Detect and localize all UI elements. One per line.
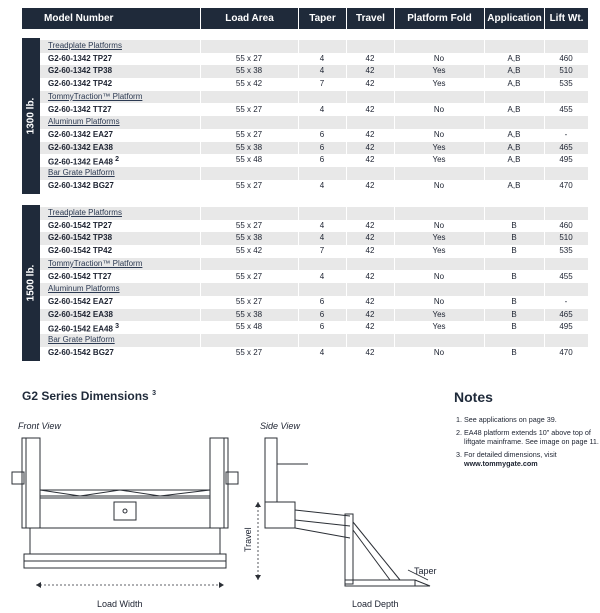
application-cell: [484, 309, 544, 322]
capacity-label: 1300 lb.: [25, 97, 37, 135]
load-area-cell: [200, 154, 298, 167]
application-cell: [484, 347, 544, 360]
table-row: [40, 245, 588, 258]
model-number-cell: [40, 129, 200, 142]
cell-text: A,B: [507, 79, 521, 89]
cell-text: G2-60-1542 TT27: [48, 271, 112, 281]
cell-text: 510: [559, 233, 573, 243]
travel-cell: [346, 232, 394, 245]
table-row: [40, 296, 588, 309]
table-row: [40, 78, 588, 91]
model-number-cell: [40, 232, 200, 245]
category-label: Aluminum Platforms: [48, 284, 120, 294]
cell-text: 7: [319, 246, 325, 256]
lift-weight-cell: [544, 142, 588, 155]
category-row: [40, 40, 588, 53]
table-row: [40, 347, 588, 360]
cell-text: No: [433, 347, 445, 357]
category-row: [40, 91, 588, 104]
header-lift-weight: Lift Wt.: [544, 8, 588, 29]
taper-cell: [298, 78, 346, 91]
cell-text: 4: [319, 220, 325, 230]
application-cell: [484, 142, 544, 155]
platform-fold-cell: [394, 154, 484, 167]
category-row: [40, 167, 588, 180]
header-taper: Taper: [298, 8, 346, 29]
lift-weight-cell: [544, 220, 588, 233]
model-number-cell: [40, 309, 200, 322]
note-item: 3. For detailed dimensions, visit www.tommygate.com: [464, 450, 600, 468]
travel-cell: [346, 347, 394, 360]
column-divider: [200, 38, 201, 194]
table-row: [40, 232, 588, 245]
notes-title: Notes: [454, 389, 493, 405]
platform-fold-cell: [394, 321, 484, 334]
cell-text: 535: [559, 246, 573, 256]
taper-cell: [298, 309, 346, 322]
taper-cell: [298, 321, 346, 334]
lift-weight-cell: [544, 65, 588, 78]
application-cell: [484, 232, 544, 245]
cell-text: 6: [319, 129, 325, 139]
taper-cell: [298, 65, 346, 78]
cell-text: 55 x 38: [235, 66, 263, 76]
cell-text: Yes: [432, 246, 446, 256]
cell-text: 42: [365, 309, 375, 319]
cell-text: No: [433, 180, 445, 190]
cell-text: Yes: [432, 142, 446, 152]
taper-cell: [298, 245, 346, 258]
cell-text: 4: [319, 233, 325, 243]
cell-text: 535: [559, 79, 573, 89]
model-number-cell: [40, 78, 200, 91]
platform-fold-cell: [394, 220, 484, 233]
load-area-cell: [200, 180, 298, 193]
dimensions-title: G2 Series Dimensions $^3$: [22, 389, 156, 403]
taper-cell: [298, 53, 346, 66]
model-number-cell: [40, 296, 200, 309]
platform-fold-cell: [394, 232, 484, 245]
cell-text: 4: [319, 347, 325, 357]
column-divider: [298, 205, 299, 361]
header-application: Application: [484, 8, 544, 29]
travel-cell: [346, 154, 394, 167]
front-view-drawing: [10, 430, 245, 595]
lift-weight-cell: [544, 104, 588, 117]
load-area-cell: [200, 347, 298, 360]
cell-text: 42: [365, 296, 375, 306]
platform-fold-cell: [394, 309, 484, 322]
column-divider: [484, 38, 485, 194]
cell-text: 6: [319, 142, 325, 152]
cell-text: 55 x 48: [235, 155, 263, 165]
column-divider: [346, 38, 347, 194]
cell-text: 55 x 27: [235, 296, 263, 306]
lift-weight-cell: [544, 232, 588, 245]
category-row: [40, 207, 588, 220]
cell-text: -: [564, 129, 568, 139]
lift-weight-cell: [544, 271, 588, 284]
table-row: [40, 142, 588, 155]
application-cell: [484, 180, 544, 193]
cell-text: No: [433, 271, 445, 281]
cell-text: 42: [365, 347, 375, 357]
cell-text: 4: [319, 53, 325, 63]
table-row: [40, 129, 588, 142]
cell-text: A,B: [507, 142, 521, 152]
taper-cell: [298, 232, 346, 245]
cell-text: 42: [365, 220, 375, 230]
application-cell: [484, 245, 544, 258]
cell-text: 6: [319, 155, 325, 165]
travel-cell: [346, 142, 394, 155]
cell-text: 6: [319, 296, 325, 306]
model-number-cell: [40, 220, 200, 233]
cell-text: 460: [559, 53, 573, 63]
cell-text: 6: [319, 309, 325, 319]
lift-weight-cell: [544, 78, 588, 91]
cell-text: 42: [365, 180, 375, 190]
cell-text: B: [511, 233, 517, 243]
cell-text: Yes: [432, 79, 446, 89]
cell-text: G2-60-1542 BG27: [48, 347, 114, 357]
lift-weight-cell: [544, 180, 588, 193]
cell-text: 42: [365, 271, 375, 281]
cell-text: Yes: [432, 233, 446, 243]
table-row: [40, 321, 588, 334]
travel-cell: [346, 129, 394, 142]
category-label: Treadplate Platforms: [48, 208, 122, 217]
load-area-cell: [200, 232, 298, 245]
cell-text: 455: [559, 271, 573, 281]
platform-fold-cell: [394, 245, 484, 258]
cell-text: B: [511, 271, 517, 281]
table-row: [40, 309, 588, 322]
table-row: [40, 271, 588, 284]
cell-text: 470: [559, 347, 573, 357]
cell-text: No: [433, 296, 445, 306]
cell-text: 510: [559, 66, 573, 76]
cell-text: 55 x 42: [235, 246, 263, 256]
category-row: [40, 258, 588, 271]
cell-text: 42: [365, 129, 375, 139]
lift-weight-cell: [544, 154, 588, 167]
cell-text: 55 x 42: [235, 79, 263, 89]
travel-cell: [346, 220, 394, 233]
header-load-area: Load Area: [200, 8, 298, 29]
cell-text: G2-60-1542 EA48: [48, 324, 113, 334]
cell-text: 42: [365, 53, 375, 63]
load-width-label: Load Width: [97, 599, 143, 609]
load-area-cell: [200, 142, 298, 155]
application-cell: [484, 53, 544, 66]
cell-text: 455: [559, 104, 573, 114]
taper-cell: [298, 180, 346, 193]
cell-text: B: [511, 296, 517, 306]
cell-text: 42: [365, 155, 375, 165]
cell-text: 4: [319, 180, 325, 190]
cell-text: G2-60-1542 TP27: [48, 220, 113, 230]
travel-cell: [346, 180, 394, 193]
cell-text: A,B: [507, 129, 521, 139]
application-cell: [484, 129, 544, 142]
load-area-cell: [200, 245, 298, 258]
cell-text: 55 x 38: [235, 309, 263, 319]
travel-cell: [346, 104, 394, 117]
category-label: Treadplate Platforms: [48, 41, 122, 50]
cell-text: 55 x 27: [235, 271, 263, 281]
platform-fold-cell: [394, 129, 484, 142]
travel-label: Travel: [243, 527, 253, 552]
category-label: Bar Grate Platform: [48, 168, 115, 177]
cell-text: G2-60-1342 TP38: [48, 66, 113, 76]
model-number-cell: [40, 154, 200, 167]
cell-text: No: [433, 104, 445, 114]
application-cell: [484, 78, 544, 91]
cell-text: 4: [319, 271, 325, 281]
platform-fold-cell: [394, 271, 484, 284]
platform-fold-cell: [394, 180, 484, 193]
platform-fold-cell: [394, 78, 484, 91]
lift-weight-cell: [544, 321, 588, 334]
taper-cell: [298, 347, 346, 360]
cell-text: A,B: [507, 104, 521, 114]
footnote-marker: 2: [115, 156, 120, 164]
cell-text: G2-60-1342 EA48: [48, 157, 113, 167]
lift-weight-cell: [544, 347, 588, 360]
cell-text: 42: [365, 246, 375, 256]
lift-weight-cell: [544, 129, 588, 142]
travel-cell: [346, 271, 394, 284]
table-row: [40, 154, 588, 167]
table-row: [40, 220, 588, 233]
column-divider: [394, 205, 395, 361]
load-area-cell: [200, 296, 298, 309]
cell-text: 465: [559, 142, 573, 152]
travel-cell: [346, 65, 394, 78]
category-row: [40, 116, 588, 129]
application-cell: [484, 271, 544, 284]
load-area-cell: [200, 53, 298, 66]
table-row: [40, 104, 588, 117]
category-label: TommyTraction™ Platform: [48, 91, 143, 101]
load-area-cell: [200, 321, 298, 334]
cell-text: 42: [365, 79, 375, 89]
cell-text: 55 x 27: [235, 347, 263, 357]
taper-cell: [298, 154, 346, 167]
cell-text: 55 x 38: [235, 142, 263, 152]
cell-text: G2-60-1542 EA38: [48, 309, 113, 319]
cell-text: 42: [365, 66, 375, 76]
cell-text: 55 x 27: [235, 104, 263, 114]
load-area-cell: [200, 129, 298, 142]
cell-text: 460: [559, 220, 573, 230]
model-number-cell: [40, 65, 200, 78]
notes-list: [452, 415, 600, 472]
load-area-cell: [200, 271, 298, 284]
lift-weight-cell: [544, 296, 588, 309]
cell-text: 42: [365, 104, 375, 114]
column-divider: [544, 205, 545, 361]
model-number-cell: [40, 347, 200, 360]
category-row: [40, 334, 588, 347]
capacity-label: 1500 lb.: [25, 264, 37, 302]
travel-cell: [346, 245, 394, 258]
cell-text: 55 x 48: [235, 322, 263, 332]
taper-cell: [298, 296, 346, 309]
load-area-cell: [200, 78, 298, 91]
cell-text: 42: [365, 142, 375, 152]
cell-text: 42: [365, 233, 375, 243]
cell-text: G2-60-1342 TP42: [48, 79, 113, 89]
category-row: [40, 283, 588, 296]
cell-text: B: [511, 246, 517, 256]
note-item: 2. EA48 platform extends 10" above top of liftgate mainframe. See image on page 11.: [464, 428, 600, 446]
column-divider: [394, 38, 395, 194]
load-area-cell: [200, 104, 298, 117]
platform-fold-cell: [394, 296, 484, 309]
taper-cell: [298, 271, 346, 284]
travel-cell: [346, 53, 394, 66]
load-area-cell: [200, 65, 298, 78]
cell-text: B: [511, 220, 517, 230]
application-cell: [484, 65, 544, 78]
note-item: 1. See applications on page 39.: [464, 415, 600, 424]
model-number-cell: [40, 180, 200, 193]
load-depth-label: Load Depth: [352, 599, 399, 609]
cell-text: B: [511, 322, 517, 332]
cell-text: B: [511, 309, 517, 319]
platform-fold-cell: [394, 347, 484, 360]
lift-weight-cell: [544, 309, 588, 322]
application-cell: [484, 220, 544, 233]
cell-text: 465: [559, 309, 573, 319]
cell-text: A,B: [507, 53, 521, 63]
cell-text: 55 x 27: [235, 129, 263, 139]
cell-text: 55 x 38: [235, 233, 263, 243]
taper-cell: [298, 142, 346, 155]
cell-text: Yes: [432, 66, 446, 76]
cell-text: G2-60-1342 TP27: [48, 53, 113, 63]
model-number-cell: [40, 271, 200, 284]
header-platform-fold: Platform Fold: [394, 8, 484, 29]
column-divider: [200, 205, 201, 361]
cell-text: B: [511, 347, 517, 357]
capacity-side-label: [22, 38, 40, 194]
cell-text: G2-60-1342 TT27: [48, 104, 112, 114]
cell-text: 4: [319, 104, 325, 114]
cell-text: G2-60-1542 EA27: [48, 296, 113, 306]
load-area-cell: [200, 220, 298, 233]
category-label: TommyTraction™ Platform: [48, 258, 143, 268]
cell-text: Yes: [432, 309, 446, 319]
cell-text: Yes: [432, 322, 446, 332]
platform-fold-cell: [394, 104, 484, 117]
cell-text: G2-60-1342 BG27: [48, 180, 114, 190]
cell-text: 470: [559, 180, 573, 190]
table-group: [22, 205, 588, 361]
cell-text: G2-60-1342 EA27: [48, 129, 113, 139]
taper-cell: [298, 104, 346, 117]
header-travel: Travel: [346, 8, 394, 29]
model-number-cell: [40, 53, 200, 66]
table-row: [40, 53, 588, 66]
footnote-marker: 3: [115, 323, 120, 331]
taper-cell: [298, 129, 346, 142]
cell-text: 4: [319, 66, 325, 76]
model-number-cell: [40, 245, 200, 258]
lift-weight-cell: [544, 245, 588, 258]
capacity-side-label: [22, 205, 40, 361]
application-cell: [484, 154, 544, 167]
cell-text: 495: [559, 322, 573, 332]
column-divider: [484, 205, 485, 361]
travel-cell: [346, 296, 394, 309]
cell-text: -: [564, 296, 568, 306]
column-divider: [544, 38, 545, 194]
taper-cell: [298, 220, 346, 233]
side-view-label: Side View: [260, 421, 300, 431]
cell-text: 42: [365, 322, 375, 332]
header-model-number: Model Number: [44, 13, 114, 24]
table-row: [40, 180, 588, 193]
cell-text: A,B: [507, 155, 521, 165]
cell-text: No: [433, 220, 445, 230]
application-cell: [484, 296, 544, 309]
category-label: Bar Grate Platform: [48, 335, 115, 344]
cell-text: 55 x 27: [235, 53, 263, 63]
table-header: [22, 8, 588, 29]
front-view-label: Front View: [18, 421, 61, 431]
cell-text: 7: [319, 79, 325, 89]
category-label: Aluminum Platforms: [48, 117, 120, 127]
platform-fold-cell: [394, 53, 484, 66]
travel-cell: [346, 78, 394, 91]
column-divider: [346, 205, 347, 361]
table-row: [40, 65, 588, 78]
cell-text: G2-60-1542 TP38: [48, 233, 113, 243]
lift-weight-cell: [544, 53, 588, 66]
application-cell: [484, 104, 544, 117]
taper-label: Taper: [414, 566, 437, 576]
cell-text: G2-60-1342 EA38: [48, 142, 113, 152]
platform-fold-cell: [394, 65, 484, 78]
platform-fold-cell: [394, 142, 484, 155]
cell-text: A,B: [507, 180, 521, 190]
model-number-cell: [40, 104, 200, 117]
travel-cell: [346, 309, 394, 322]
travel-cell: [346, 321, 394, 334]
load-area-cell: [200, 309, 298, 322]
cell-text: No: [433, 53, 445, 63]
cell-text: 495: [559, 155, 573, 165]
cell-text: G2-60-1542 TP42: [48, 246, 113, 256]
cell-text: 55 x 27: [235, 180, 263, 190]
cell-text: 6: [319, 322, 325, 332]
column-divider: [298, 38, 299, 194]
application-cell: [484, 321, 544, 334]
cell-text: 55 x 27: [235, 220, 263, 230]
model-number-cell: [40, 321, 200, 334]
website-link[interactable]: www.tommygate.com: [464, 459, 538, 468]
table-group: [22, 38, 588, 194]
cell-text: A,B: [507, 66, 521, 76]
cell-text: Yes: [432, 155, 446, 165]
cell-text: No: [433, 129, 445, 139]
model-number-cell: [40, 142, 200, 155]
